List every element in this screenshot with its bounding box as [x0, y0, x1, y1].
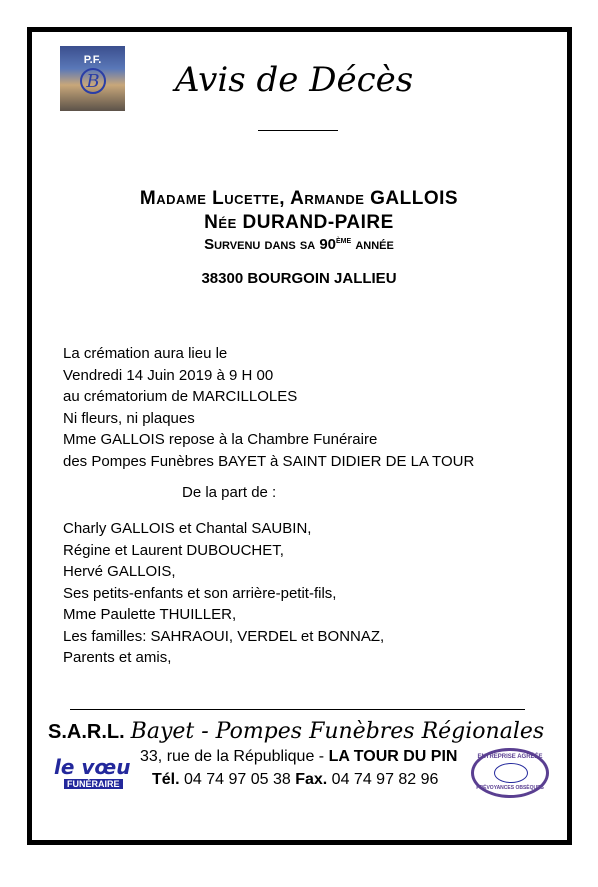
company-address	[140, 748, 457, 766]
voeu-logo-subtext: FUNÉRAIRE	[64, 779, 123, 789]
family-line: Hervé GALLOIS,	[63, 563, 176, 580]
company-title: Bayet - Pompes Funèbres Régionales	[130, 719, 545, 744]
tel-number: 04 74 97 05 38	[179, 771, 296, 788]
detail-line: au crématorium de MARCILLOLES	[63, 388, 298, 405]
from-label: De la part de :	[182, 484, 277, 501]
deceased-maiden-name: Née DURAND-PAIRE	[204, 212, 394, 233]
age-suffix: année	[351, 236, 394, 253]
title-divider	[258, 130, 338, 131]
voeu-logo-text: le vœu	[54, 755, 131, 779]
detail-line: des Pompes Funèbres BAYET à SAINT DIDIER DE LA TOUR	[63, 452, 475, 470]
detail-line: Ni fleurs, ni plaques	[63, 409, 195, 427]
fax-number: 04 74 97 82 96	[327, 771, 439, 788]
seal-inner-emblem	[494, 763, 528, 783]
family-line: Parents et amis,	[63, 649, 172, 666]
page-title: Avis de Décès	[175, 60, 414, 100]
deceased-city: 38300 BOURGOIN JALLIEU	[201, 270, 397, 287]
age-superscript: ème	[336, 235, 352, 246]
fax-label: Fax.	[295, 771, 328, 788]
deceased-name: Madame Lucette, Armande GALLOIS	[139, 188, 459, 209]
logo-letter: B	[80, 68, 106, 94]
approved-company-seal	[471, 748, 549, 798]
pf-bayet-logo	[60, 46, 125, 111]
detail-line: La crémation aura lieu le	[63, 345, 228, 362]
family-line: Charly GALLOIS et Chantal SAUBIN,	[63, 520, 312, 537]
address-street: 33, rue de la République -	[140, 748, 329, 765]
tel-label: Tél.	[152, 771, 180, 788]
ceremony-details	[63, 343, 474, 472]
le-voeu-funeraire-logo	[50, 755, 132, 795]
seal-bottom-text: PRÉVOYANCES OBSÈQUES	[476, 785, 544, 791]
age-prefix: Survenu dans sa 90	[204, 236, 337, 253]
seal-top-text: ENTREPRISE AGRÉÉE	[477, 754, 543, 760]
family-list	[63, 518, 384, 669]
footer-divider	[70, 709, 525, 710]
family-line: Les familles: SAHRAOUI, VERDEL et BONNAZ,	[63, 627, 385, 645]
address-town: LA TOUR DU PIN	[328, 748, 458, 765]
company-type: S.A.R.L.	[48, 721, 125, 743]
family-line: Mme Paulette THUILLER,	[63, 606, 237, 623]
family-line: Régine et Laurent DUBOUCHET,	[63, 541, 284, 559]
detail-line: Mme GALLOIS repose à la Chambre Funéraire	[63, 431, 378, 448]
company-name	[48, 719, 544, 744]
deceased-age	[33, 235, 565, 253]
family-line: Ses petits-enfants et son arrière-petit-fils,	[63, 584, 337, 602]
company-contact	[152, 771, 438, 789]
logo-text: P.F.	[83, 54, 102, 66]
detail-line: Vendredi 14 Juin 2019 à 9 H 00	[63, 366, 274, 384]
